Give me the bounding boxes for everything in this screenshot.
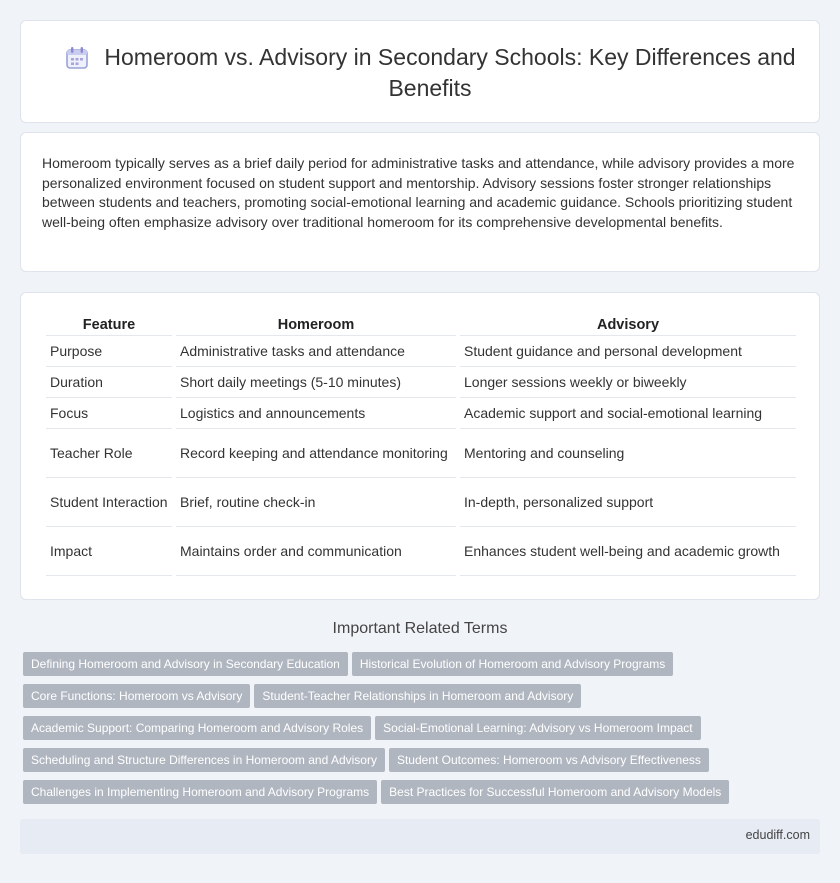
- title-wrap: [61, 43, 799, 103]
- tag-row: [23, 780, 803, 812]
- related-term-tag[interactable]: Student Outcomes: Homeroom vs Advisory Effectiveness: [389, 748, 709, 772]
- homeroom-cell: Maintains order and communication: [176, 527, 456, 576]
- table-row: [46, 429, 796, 478]
- feature-cell: Duration: [46, 367, 172, 398]
- advisory-cell: Student guidance and personal development: [460, 336, 796, 367]
- advisory-cell: Mentoring and counseling: [460, 429, 796, 478]
- comparison-table-card: [20, 292, 820, 600]
- related-terms-list: [23, 652, 803, 812]
- header-feature: Feature: [46, 313, 172, 336]
- comparison-table: [42, 313, 800, 576]
- table-row: [46, 527, 796, 576]
- related-terms-heading: Important Related Terms: [332, 620, 508, 637]
- related-term-tag[interactable]: Academic Support: Comparing Homeroom and Advisory Roles: [23, 716, 371, 740]
- homeroom-cell: Administrative tasks and attendance: [176, 336, 456, 367]
- page-title: Homeroom vs. Advisory in Secondary Schools: Key Differences and Benefits: [104, 44, 796, 101]
- homeroom-cell: Brief, routine check-in: [176, 478, 456, 527]
- tag-row: [23, 652, 803, 684]
- related-term-tag[interactable]: Historical Evolution of Homeroom and Advisory Programs: [352, 652, 673, 676]
- tag-row: [23, 716, 803, 748]
- homeroom-cell: Short daily meetings (5-10 minutes): [176, 367, 456, 398]
- related-term-tag[interactable]: Best Practices for Successful Homeroom and Advisory Models: [381, 780, 729, 804]
- feature-cell: Purpose: [46, 336, 172, 367]
- advisory-cell: Longer sessions weekly or biweekly: [460, 367, 796, 398]
- header-advisory: Advisory: [460, 313, 796, 336]
- related-term-tag[interactable]: Student-Teacher Relationships in Homeroom and Advisory: [254, 684, 581, 708]
- intro-paragraph: Homeroom typically serves as a brief daily period for administrative tasks and attendance, while advisory provides a more personalized environment focused on student support and mentorship. Advisory sessions foster stronger relationships between students and teachers, promoting social-emotional learning and academic guidance. Schools prioritizing student well-being often emphasize advisory over traditional homeroom for its comprehensive developmental benefits.: [42, 155, 795, 230]
- calendar-icon: [64, 45, 90, 71]
- footer: [20, 819, 820, 854]
- advisory-cell: In-depth, personalized support: [460, 478, 796, 527]
- table-row: [46, 478, 796, 527]
- intro-card: [20, 132, 820, 272]
- header-card: [20, 20, 820, 123]
- feature-cell: Impact: [46, 527, 172, 576]
- advisory-cell: Enhances student well-being and academic growth: [460, 527, 796, 576]
- tag-row: [23, 684, 803, 716]
- related-term-tag[interactable]: Core Functions: Homeroom vs Advisory: [23, 684, 250, 708]
- table-row: [46, 336, 796, 367]
- feature-cell: Focus: [46, 398, 172, 429]
- homeroom-cell: Logistics and announcements: [176, 398, 456, 429]
- tag-row: [23, 748, 803, 780]
- table-row: [46, 367, 796, 398]
- related-term-tag[interactable]: Social-Emotional Learning: Advisory vs Homeroom Impact: [375, 716, 700, 740]
- related-term-tag[interactable]: Defining Homeroom and Advisory in Secondary Education: [23, 652, 348, 676]
- feature-cell: Student Interaction: [46, 478, 172, 527]
- site-link[interactable]: edudiff.com: [745, 828, 810, 842]
- related-term-tag[interactable]: Challenges in Implementing Homeroom and Advisory Programs: [23, 780, 377, 804]
- related-term-tag[interactable]: Scheduling and Structure Differences in Homeroom and Advisory: [23, 748, 385, 772]
- header-homeroom: Homeroom: [176, 313, 456, 336]
- table-header-row: [46, 313, 796, 336]
- homeroom-cell: Record keeping and attendance monitoring: [176, 429, 456, 478]
- feature-cell: Teacher Role: [46, 429, 172, 478]
- table-row: [46, 398, 796, 429]
- advisory-cell: Academic support and social-emotional learning: [460, 398, 796, 429]
